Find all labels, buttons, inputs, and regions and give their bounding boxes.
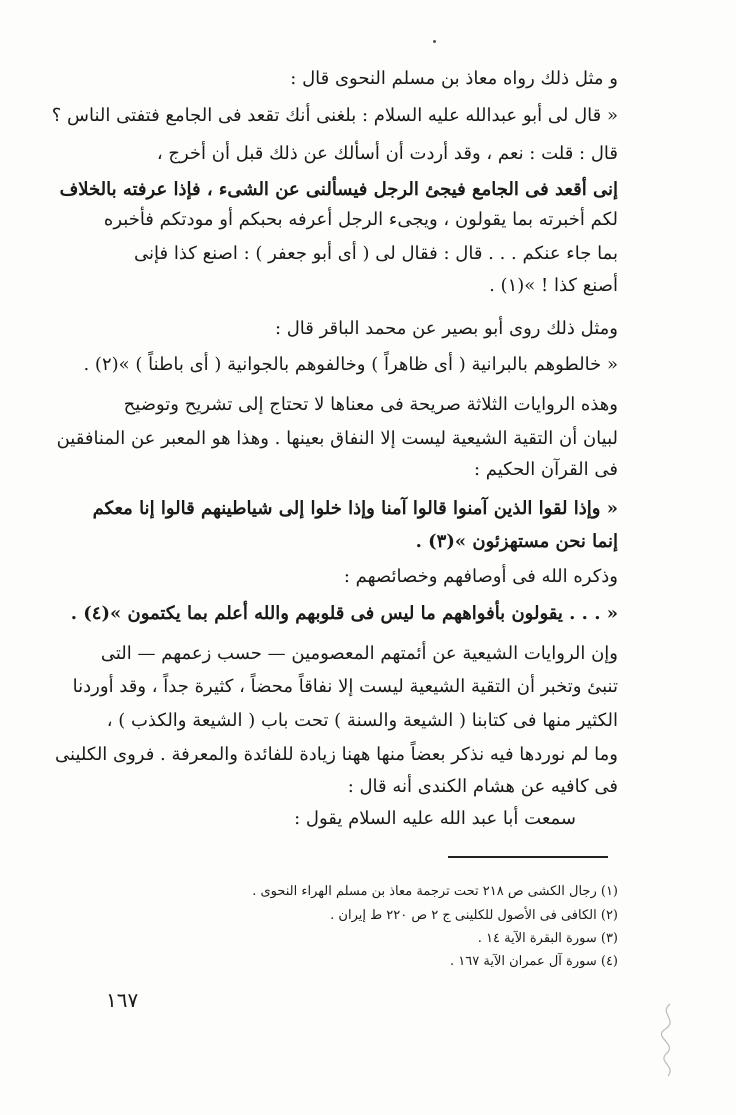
- text-line: أصنع كذا ! »(١) .: [489, 275, 618, 296]
- footnote: (١) رجال الكشى ص ٢١٨ تحت ترجمة معاذ بن مسلم الهراء النحوى .: [252, 884, 618, 899]
- page-speck: [433, 40, 436, 43]
- text-line: « خالطوهم بالبرانية ( أى ظاهراً ) وخالفوهم بالجوانية ( أى باطناً ) »(٢) .: [83, 354, 618, 375]
- text-line: الكثير منها فى كتابنا ( الشيعة والسنة ) تحت باب ( الشيعة والكذب ) ،: [106, 710, 618, 731]
- footnote: (٣) سورة البقرة الآية ١٤ .: [477, 931, 618, 946]
- text-line: فى القرآن الحكيم :: [473, 459, 618, 480]
- quran-quote-line: « وإذا لقوا الذين آمنوا قالوا آمنا وإذا خلوا إلى شياطينهم قالوا إنا معكم: [92, 498, 618, 519]
- page-number: ١٦٧: [106, 988, 139, 1012]
- text-line: وإن الروايات الشيعية عن أئمتهم المعصومين — حسب زعمهم — التى: [100, 643, 618, 664]
- quran-quote-line: « . . . يقولون بأفواههم ما ليس فى قلوبهم والله أعلم بما يكتمون »(٤) .: [70, 603, 618, 624]
- text-line: سمعت أبا عبد الله عليه السلام يقول :: [294, 808, 576, 829]
- text-line: فى كافيه عن هشام الكندى أنه قال :: [347, 776, 618, 797]
- text-line: وهذه الروايات الثلاثة صريحة فى معناها لا تحتاج إلى تشريح وتوضيح: [123, 394, 618, 415]
- text-line: تنبئ وتخبر أن التقية الشيعية ليست إلا نفاقاً محضاً ، كثيرة جداً ، وقد أوردنا: [72, 676, 618, 697]
- margin-scribble-icon: [650, 1000, 690, 1080]
- text-line: و مثل ذلك رواه معاذ بن مسلم النحوى قال :: [290, 68, 618, 89]
- text-line: وذكره الله فى أوصافهم وخصائصهم :: [343, 566, 618, 587]
- quran-quote-line: إنما نحن مستهزئون »(٣) .: [415, 531, 618, 552]
- text-line: لكم أخبرته بما يقولون ، ويجىء الرجل أعرفه بحبكم أو مودتكم فأخبره: [103, 209, 618, 230]
- text-line: إنى أقعد فى الجامع فيجئ الرجل فيسألنى عن الشىء ، فإذا عرفته بالخلاف: [59, 179, 618, 200]
- text-line: ومثل ذلك روى أبو بصير عن محمد الباقر قال :: [274, 318, 618, 339]
- footnote-separator: [448, 856, 608, 858]
- footnote: (٢) الكافى فى الأصول للكلينى ج ٢ ص ٢٢٠ ط إيران .: [330, 908, 618, 923]
- text-line: « قال لى أبو عبدالله عليه السلام : بلغنى أنك تقعد فى الجامع فتفتى الناس ؟: [51, 105, 618, 126]
- text-line: قال : قلت : نعم ، وقد أردت أن أسألك عن ذلك قبل أن أخرج ،: [156, 143, 618, 164]
- text-line: لبيان أن التقية الشيعية ليست إلا النفاق بعينها . وهذا هو المعبر عن المنافقين: [56, 428, 618, 449]
- footnote: (٤) سورة آل عمران الآية ١٦٧ .: [450, 954, 618, 969]
- text-line: بما جاء عنكم . . . قال : فقال لى ( أى أبو جعفر ) : اصنع كذا فإنى: [134, 243, 618, 264]
- text-line: وما لم نوردها فيه نذكر بعضاً منها ههنا زيادة للفائدة والمعرفة . فروى الكلينى: [55, 744, 618, 765]
